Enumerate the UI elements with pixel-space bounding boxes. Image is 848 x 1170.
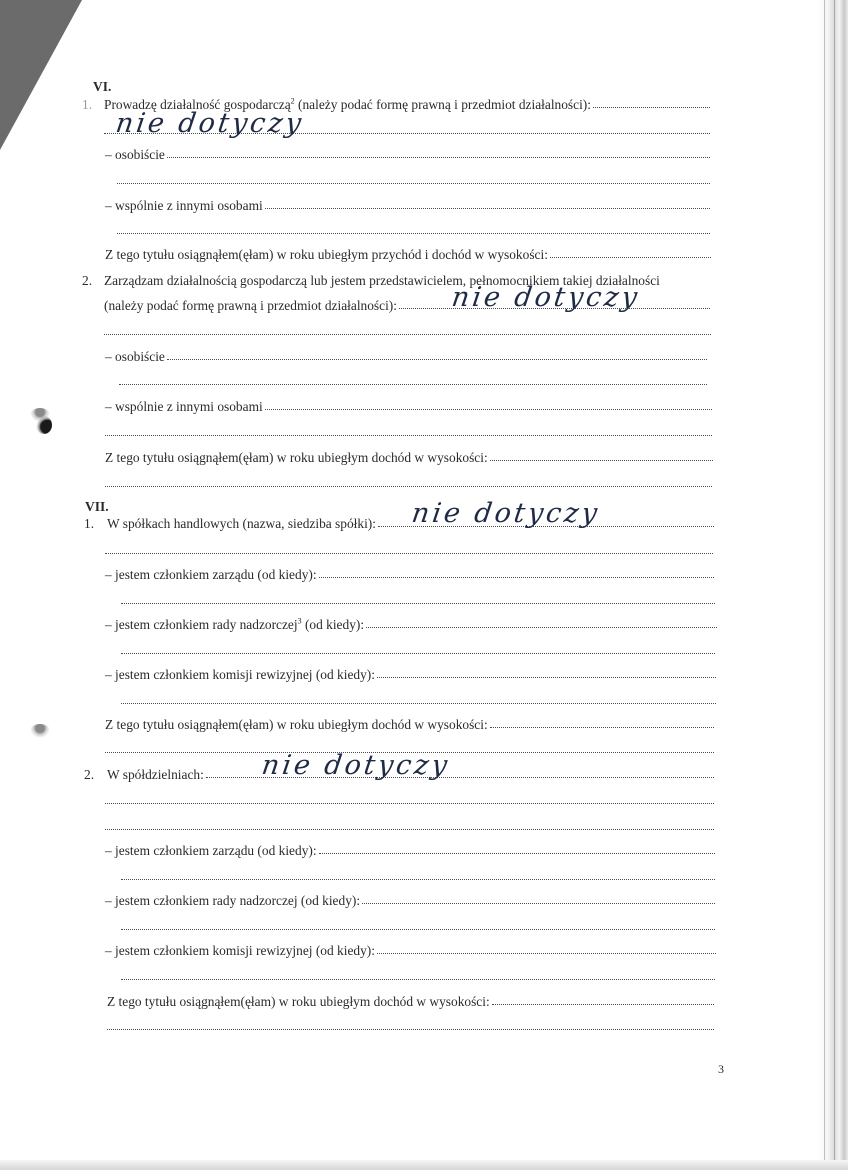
field-income: Z tego tytułu osiągnąłem(ęłam) w roku ubiegłym przychód i dochód w wysokości: — [105, 247, 711, 263]
field-audit-committee: – jestem członkiem komisji rewizyjnej (od kiedy): — [105, 943, 716, 959]
item-number: 1. — [82, 97, 93, 112]
companies-question: W spółkach handlowych (nazwa, siedziba spółki): — [107, 516, 714, 532]
field-board-member: – jestem członkiem zarządu (od kiedy): — [105, 843, 715, 859]
management-question-cont: (należy podać formę prawną i przedmiot działalności): — [104, 298, 710, 314]
folded-corner — [0, 0, 82, 150]
section-heading: VII. — [85, 499, 109, 514]
field-board-member: – jestem członkiem zarządu (od kiedy): — [105, 567, 714, 583]
field-personally: – osobiście — [105, 147, 710, 163]
answer-line — [105, 829, 714, 830]
field-personally: – osobiście — [105, 349, 707, 365]
management-question: Zarządzam działalnością gospodarczą lub jestem przedstawicielem, pełnomocnikiem takiej działalności — [104, 273, 660, 288]
field-jointly: – wspólnie z innymi osobami — [105, 399, 712, 415]
answer-line — [121, 603, 715, 604]
answer-line — [105, 486, 712, 487]
answer-line — [121, 653, 715, 654]
answer-line — [105, 803, 714, 804]
field-income: Z tego tytułu osiągnąłem(ęłam) w roku ubiegłym dochód w wysokości: — [105, 717, 714, 733]
answer-line — [107, 1029, 714, 1030]
page-number: 3 — [718, 1062, 724, 1076]
field-supervisory-board: – jestem członkiem rady nadzorczej (od kiedy): — [105, 893, 715, 909]
punch-hole-mark — [30, 724, 50, 738]
item-number: 2. — [84, 767, 95, 782]
item-number: 1. — [84, 516, 95, 531]
handwritten-answer: nie dotyczy — [409, 498, 603, 529]
page-bottom-edge — [0, 1160, 848, 1170]
section-heading: VI. — [93, 79, 112, 94]
field-jointly: – wspólnie z innymi osobami — [105, 198, 710, 214]
field-audit-committee: – jestem członkiem komisji rewizyjnej (od kiedy): — [105, 667, 716, 683]
answer-line — [121, 703, 716, 704]
answer-line — [104, 334, 711, 335]
field-income: Z tego tytułu osiągnąłem(ęłam) w roku ubiegłym dochód w wysokości: — [105, 450, 713, 466]
field-income: Z tego tytułu osiągnąłem(ęłam) w roku ubiegłym dochód w wysokości: — [107, 994, 714, 1010]
answer-line — [119, 384, 707, 385]
field-supervisory-board: – jestem członkiem rady nadzorczej$^3$ (od kiedy): — [105, 617, 717, 633]
answer-line — [121, 979, 715, 980]
answer-line — [105, 435, 712, 436]
answer-line — [105, 553, 713, 554]
cooperatives-question: W spółdzielniach: — [107, 767, 714, 783]
business-activity-question: Prowadzę działalność gospodarczą$^2$ (należy podać formę prawną i przedmiot działalności): — [104, 97, 710, 113]
item-number: 2. — [82, 273, 93, 288]
handwritten-answer: nie dotyczy — [449, 282, 643, 313]
handwritten-answer: nie dotyczy — [113, 108, 307, 139]
answer-line — [117, 233, 710, 234]
answer-line — [117, 183, 710, 184]
punch-hole-mark — [36, 416, 52, 434]
answer-line — [121, 929, 715, 930]
answer-line — [121, 879, 715, 880]
handwritten-answer: nie dotyczy — [259, 750, 453, 781]
page-stack-edge — [818, 0, 848, 1170]
